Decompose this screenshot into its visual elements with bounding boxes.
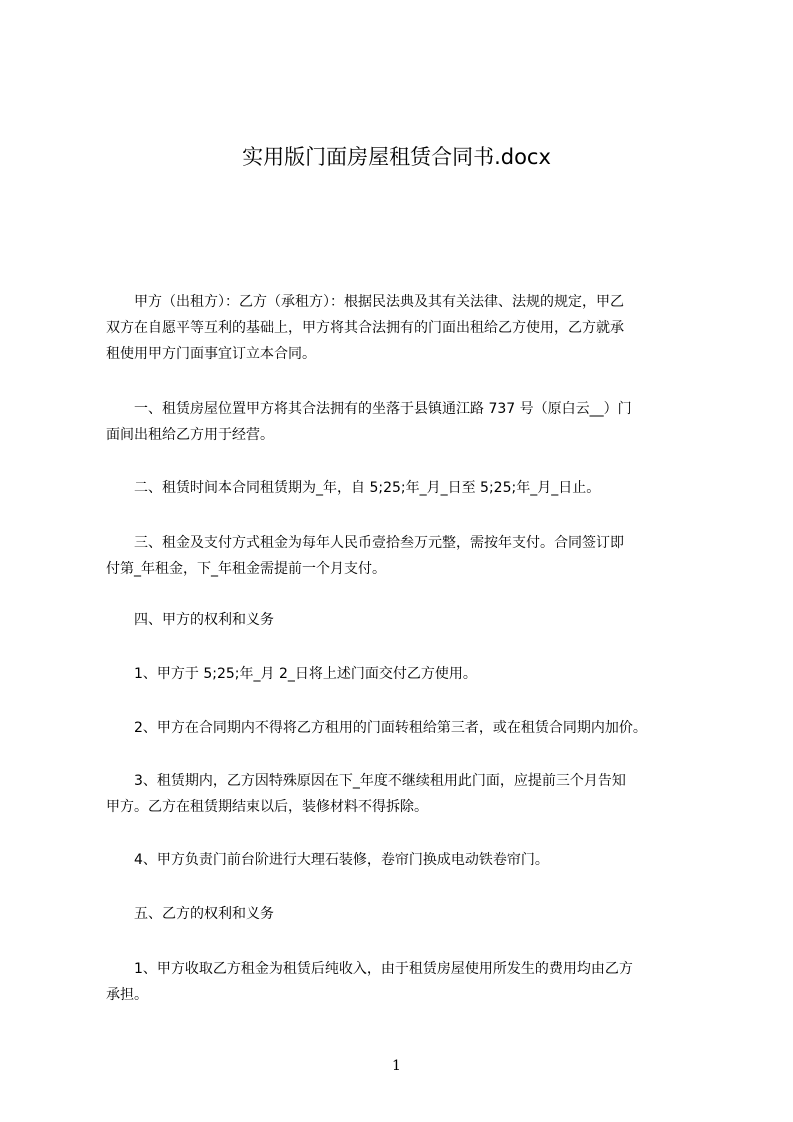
paragraph-line: 4、甲方负责门前台阶进行大理石装修，卷帘门换成电动铁卷帘门。: [106, 852, 549, 868]
paragraph-line: 租使用甲方门面事宜订立本合同。: [106, 346, 316, 362]
paragraph-line: 3、租赁期内，乙方因特殊原因在下_年度不继续租用此门面，应提前三个月告知: [106, 773, 626, 789]
paragraph-item-4-3: [106, 768, 716, 820]
paragraph-heading-5: [106, 901, 716, 927]
paragraph-line: 甲方。乙方在租赁期结束以后，装修材料不得拆除。: [106, 799, 428, 815]
paragraph-line: 四、甲方的权利和义务: [106, 612, 274, 628]
paragraph-line: 1、甲方收取乙方租金为租赁后纯收入，由于租赁房屋使用所发生的费用均由乙方: [106, 961, 633, 977]
paragraph-line: 面间出租给乙方用于经营。: [106, 427, 274, 443]
paragraph-item-4-1: [106, 661, 716, 687]
paragraph-line: 付第_年租金，下_年租金需提前一个月支付。: [106, 561, 386, 577]
paragraph-clause-2: [106, 475, 716, 501]
paragraph-item-4-4: [106, 847, 716, 873]
paragraph-line: 三、租金及支付方式租金为每年人民币壹拾叁万元整，需按年支付。合同签订即: [106, 535, 624, 551]
paragraph-heading-4: [106, 607, 716, 633]
paragraph-line: 2、甲方在合同期内不得将乙方租用的门面转租给第三者，或在租赁合同期内加价。: [106, 720, 647, 736]
paragraph-item-5-1: [106, 956, 716, 1008]
paragraph-line: 承担。: [106, 987, 148, 1003]
paragraph-item-4-2: [106, 715, 716, 741]
paragraph-line: 1、甲方于 5;25;年_月 2_日将上述门面交付乙方使用。: [106, 666, 477, 682]
paragraph-line: 甲方（出租方）：乙方（承租方）：根据民法典及其有关法律、法规的规定，甲乙: [106, 294, 624, 310]
paragraph-clause-3: [106, 530, 716, 582]
paragraph-line: 二、租赁时间本合同租赁期为_年，自 5;25;年_月_日至 5;25;年_月_日止。: [106, 480, 601, 496]
paragraph-line: 五、乙方的权利和义务: [106, 906, 274, 922]
paragraph-preamble: [106, 289, 716, 367]
paragraph-line: 一、租赁房屋位置甲方将其合法拥有的坐落于县镇通江路 737 号（原白云__）门: [106, 401, 632, 417]
page-number: 1: [392, 1058, 401, 1074]
paragraph-clause-1: [106, 396, 716, 448]
document-title: 实用版门面房屋租赁合同书.docx: [242, 145, 551, 169]
paragraph-line: 双方在自愿平等互利的基础上，甲方将其合法拥有的门面出租给乙方使用，乙方就承: [106, 320, 624, 336]
